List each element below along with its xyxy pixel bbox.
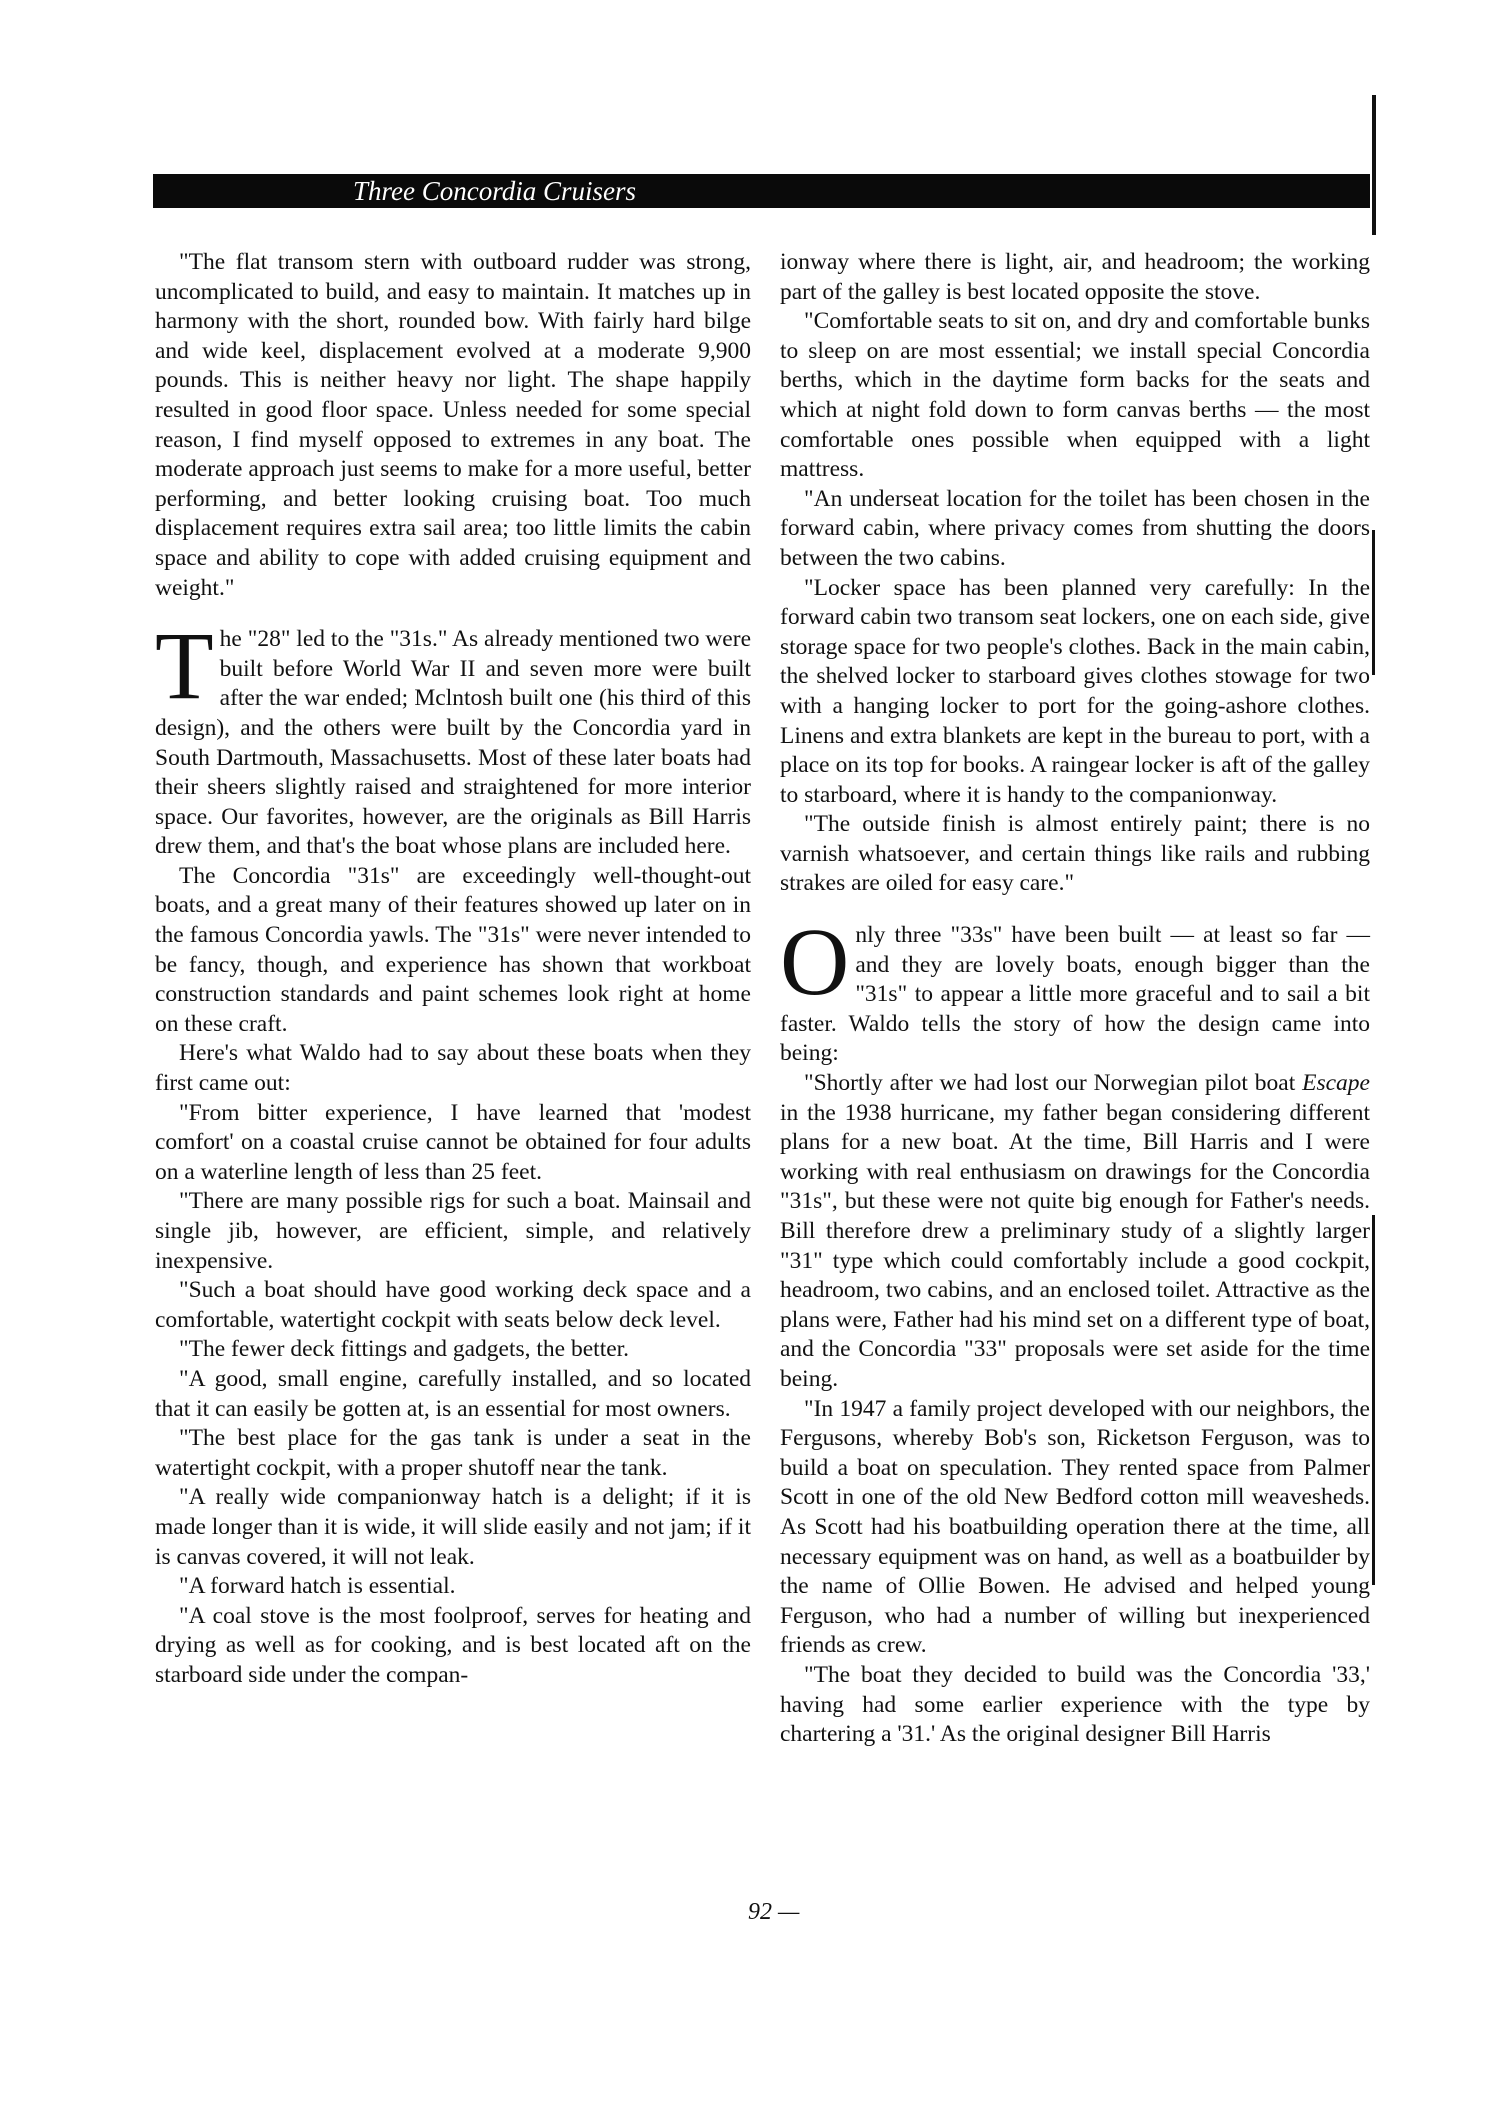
running-header [153, 174, 1370, 208]
boat-name: Escape [1302, 1070, 1370, 1097]
paragraph: "A good, small engine, carefully installed, and so located that it can easily be gotten at, is an essential for most owners. [155, 1365, 751, 1422]
running-header-title: Three Concordia Cruisers [353, 176, 637, 206]
change-bar-upper [1372, 530, 1375, 675]
paragraph: "The flat transom stern with outboard rudder was strong, uncomplicated to build, and easy to maintain. It matches up in harmony with the short, rounded bow. With fairly hard bilge and wide keel, displacement evolved at a moderate 9,900 pounds. This is neither heavy nor light. The shape happily resulted in good floor space. Unless needed for some special reason, I find myself opposed to extremes in any boat. The moderate approach just seems to make for a more useful, better performing, and better looking cruising boat. Too much displacement requires extra sail area; too little limits the cabin space and ability to cope with added cruising equipment and weight." [155, 249, 751, 601]
paragraph: "There are many possible rigs for such a boat. Mainsail and single jib, however, are efficient, simple, and relatively inexpensive. [155, 1188, 751, 1274]
paragraph: "Comfortable seats to sit on, and dry and comfortable bunks to sleep on are most essential; we install special Concordia berths, which in the daytime form backs for the seats and which at night fold down to form canvas berths — the most comfortable ones possible when equipped with a light mattress. [780, 308, 1370, 483]
paragraph: "A coal stove is the most foolproof, serves for heating and drying as well as for cooking, and is best located aft on the starboard side under the compan- [155, 1602, 751, 1688]
paragraph: "The fewer deck fittings and gadgets, the better. [179, 1336, 630, 1363]
paragraph: The Concordia "31s" are exceedingly well-thought-out boats, and a great many of their features showed up later on in the famous Concordia yawls. The "31s" were never intended to be fancy, though, and experience has shown that workboat construction standards and paint schemes look right at home on these craft. [155, 862, 751, 1037]
drop-cap: T [155, 612, 214, 720]
paragraph: "An underseat location for the toilet has been chosen in the forward cabin, where privacy comes from shutting the doors between the two cabins. [780, 485, 1370, 571]
paragraph: "Locker space has been planned very carefully: In the forward cabin two transom seat lockers, one on each side, give storage space for two people's clothes. Back in the main cabin, the shelved locker to starboard gives clothes stowage for two with a hanging locker to port for the going-ashore clothes. Linens and extra blankets are kept in the bureau to port, with a place on its top for books. A raingear locker is aft of the galley to starboard, where it is handy to the companionway. [780, 574, 1370, 808]
page-number: 92 — [748, 1899, 800, 1925]
paragraph: "A really wide companionway hatch is a delight; if it is made longer than it is wide, it will slide easily and not jam; if it is canvas covered, it will not leak. [155, 1484, 751, 1570]
paragraph [780, 1069, 1370, 1395]
left-column [155, 248, 751, 1691]
paragraph: "Such a boat should have good working deck space and a comfortable, watertight cockpit with seats below deck level. [155, 1277, 751, 1333]
paragraph: "From bitter experience, I have learned that 'modest comfort' on a coastal cruise cannot be obtained for four adults on a waterline length of less than 25 feet. [155, 1099, 751, 1185]
paragraph: "The best place for the gas tank is under a seat in the watertight cockpit, with a proper shutoff near the tank. [155, 1425, 751, 1481]
paragraph-with-dropcap [780, 908, 1370, 1069]
paragraph-text: "Shortly after we had lost our Norwegian pilot boat [804, 1070, 1303, 1097]
paragraph-with-dropcap [155, 612, 751, 862]
page-edge-bar [1372, 95, 1376, 235]
right-column [780, 248, 1370, 1750]
paragraph: "A forward hatch is essential. [179, 1573, 456, 1600]
paragraph-text: nly three "33s" have been built — at least so far — and they are lovely boats, enough bigger than the "31s" to appear a little more graceful and to sail a bit faster. Waldo tells the story of how the design came into being: [780, 922, 1370, 1067]
paragraph: "The boat they decided to build was the Concordia '33,' having had some earlier experience with the type by chartering a '31.' As the original designer Bill Harris [780, 1661, 1370, 1748]
change-bar-lower [1372, 1215, 1375, 1585]
paragraph: Here's what Waldo had to say about these boats when they first came out: [155, 1040, 751, 1097]
paragraph-text: in the 1938 hurricane, my father began considering different plans for a new boat. At the time, Bill Harris and I were working with real enthusiasm on drawings for the Concordia "31s", but these were not quite big enough for Father's needs. Bill therefore drew a preliminary study of a slightly larger "31" type which could comfortably include a good cockpit, headroom, two cabins, and an enclosed toilet. Attractive as the plans were, Father had his mind set on a different type of boat, and the Concordia "33" proposals were set aside for the time being. [780, 1099, 1370, 1392]
paragraph-text: he "28" led to the "31s." As already mentioned two were built before World War II and seven more were built after the war ended; Mclntosh built one (his third of this design), and the others were built by the Concordia yard in South Dartmouth, Massachusetts. Most of these later boats had their sheers slightly raised and straightened for more interior space. Our favorites, however, are the originals as Bill Harris drew them, and that's the boat whose plans are included here. [155, 626, 751, 860]
paragraph: "The outside finish is almost entirely paint; there is no varnish whatsoever, and certain things like rails and rubbing strakes are oiled for easy care." [780, 811, 1370, 897]
drop-cap: O [780, 908, 850, 1016]
paragraph: ionway where there is light, air, and headroom; the working part of the galley is best located opposite the stove. [780, 249, 1370, 305]
paragraph: "In 1947 a family project developed with our neighbors, the Fergusons, whereby Bob's son, Ricketson Ferguson, was to build a boat on speculation. They rented space from Palmer Scott in one of the old New Bedford cotton mill weavesheds. As Scott had his boatbuilding operation there at the time, all necessary equipment was on hand, as well as a boatbuilder by the name of Ollie Bowen. He advised and helped young Ferguson, who had a number of willing but inexperienced friends as crew. [780, 1395, 1370, 1659]
